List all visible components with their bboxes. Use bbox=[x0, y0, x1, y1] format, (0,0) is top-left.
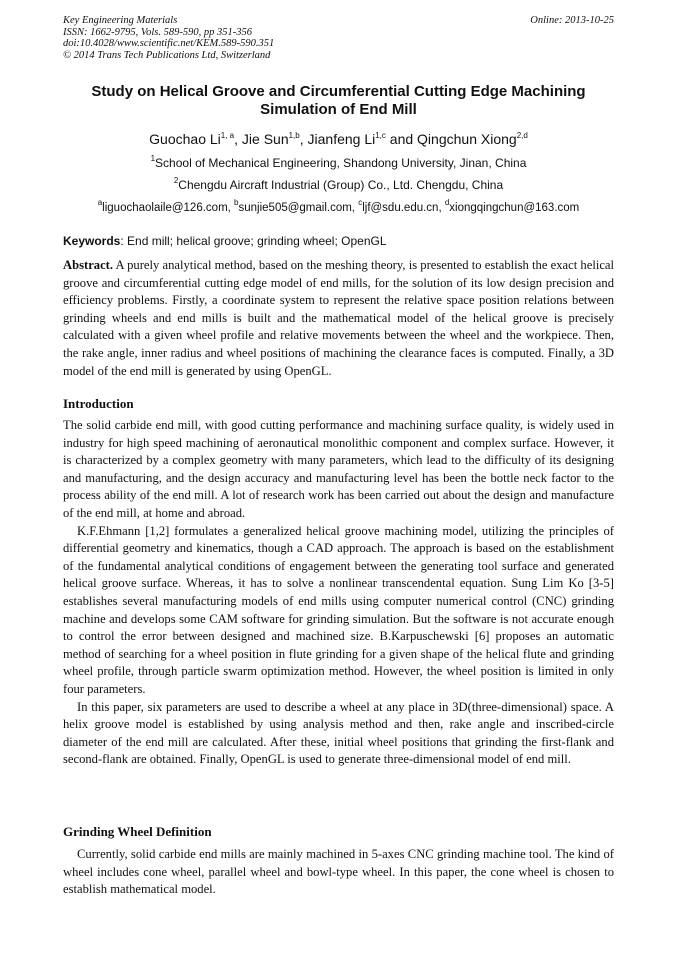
email-address: xiongqingchun@163.com bbox=[449, 202, 580, 214]
abstract-paragraph bbox=[63, 257, 614, 380]
author-separator: , bbox=[234, 131, 242, 147]
copyright-line: © 2014 Trans Tech Publications Ltd, Switzerland bbox=[63, 49, 271, 61]
intro-paragraph-1: The solid carbide end mill, with good cutting performance and machining surface quality, is widely used in industry for high speed machining of aeronautical monolithic component and complex surface. However, it is characterized by a complex geometry with many parameters, which lead to the difficulty of its designing and manufacturing, and the design accuracy and manufacturing level has been the bottle neck factor to the process ability of the end mill. A lot of research work has been carried out about the design and manufacture of the end mill, at home and abroad. bbox=[63, 418, 614, 520]
author-name: Qingchun Xiong bbox=[417, 131, 517, 147]
author-name: Jianfeng Li bbox=[307, 131, 376, 147]
keywords-line bbox=[63, 234, 387, 249]
email-sup: a bbox=[97, 198, 103, 207]
journal-header bbox=[63, 15, 274, 61]
intro-paragraph-3: In this paper, six parameters are used to describe a wheel at any place in 3D(three-dimensional) space. A helix groove model is established by using analysis method and then, rake angle and inscribed-circle diameter of the end mill are calculated. After these, initial wheel positions that grinding the first-flank and second-flank are obtained. Finally, OpenGL is used to generate three-dimensional model of end mill. bbox=[63, 699, 614, 767]
email-address: ljf@sdu.edu.cn, bbox=[362, 202, 445, 214]
author-name: Guochao Li bbox=[149, 131, 221, 147]
keywords-label: Keywords bbox=[63, 234, 121, 248]
online-date: Online: 2013-10-25 bbox=[530, 15, 614, 26]
grinding-wheel-heading: Grinding Wheel Definition bbox=[63, 824, 212, 839]
email-list bbox=[63, 198, 614, 216]
affiliation-text: Chengdu Aircraft Industrial (Group) Co., Ltd. Chengdu, China bbox=[178, 178, 504, 192]
email-sup: b bbox=[234, 198, 239, 207]
author-affil-sup: 2,d bbox=[516, 131, 528, 140]
affiliation-sup: 1 bbox=[150, 154, 156, 163]
affiliation-sup: 2 bbox=[173, 176, 179, 185]
author-affil-sup: 1, a bbox=[220, 131, 235, 140]
introduction-body bbox=[63, 417, 614, 769]
abstract-label: Abstract. bbox=[63, 258, 114, 272]
paper-title: Study on Helical Groove and Circumferential Cutting Edge Machining Simulation of End Mill bbox=[91, 83, 586, 118]
author-name: Jie Sun bbox=[241, 131, 289, 147]
keywords-text: : End mill; helical groove; grinding wheel; OpenGL bbox=[120, 234, 387, 248]
author-separator: , bbox=[299, 131, 308, 147]
affiliation-text: School of Mechanical Engineering, Shandong University, Jinan, China bbox=[155, 156, 527, 170]
abstract-text: A purely analytical method, based on the meshing theory, is presented to establish the exact helical groove and circumferential cutting edge model of end mills, for the solution of its low design precision and efficiency problems. Firstly, a coordinate system to represent the relative space position relations between grinding wheels and end mills is built and the mathematical model of the helical groove is precisely calculated with a given wheel profile and relative movements between the wheel and the workpiece. Then, the rake angle, inner radius and wheel positions of machining the clearance faces is computed. Finally, a 3D model of the end mill is generated by using OpenGL. bbox=[63, 258, 614, 378]
journal-name: Key Engineering Materials bbox=[63, 15, 178, 26]
email-address: sunjie505@gmail.com, bbox=[238, 202, 359, 214]
author-affil-sup: 1,b bbox=[288, 131, 300, 140]
email-address: liguochaolaile@126.com, bbox=[102, 202, 235, 214]
affiliation-1 bbox=[63, 155, 614, 171]
author-and: and bbox=[385, 131, 418, 147]
author-list bbox=[63, 130, 614, 148]
email-sup: c bbox=[358, 198, 363, 207]
intro-paragraph-2: K.F.Ehmann [1,2] formulates a generalized helical groove machining model, utilizing the principles of differential geometry and kinematics, though a CAD approach. The approach is based on the establishment of the fundamental analytical conditions of engagement between the generating tool surface and generated helical groove surface. Whereas, it has to solve a nonlinear transcendental equation. Sung Lim Ko [3-5] establishes several manufacturing models of end mills using computer numerical control (CNC) grinding machine and develops some CAM software for grinding simulation. But the software is not accurate enough to control the error between designed and machined size. B.Karpuschewski [6] proposes an automatic method of searching for a wheel position in flute grinding for a given shape of the helical flute and grinding wheel profile, through particle swarm optimization method. However, the wheel position is limited in only four parameters. bbox=[63, 523, 614, 696]
email-sup: d bbox=[444, 198, 450, 207]
introduction-heading: Introduction bbox=[63, 396, 134, 411]
grinding-wheel-paragraph: Currently, solid carbide end mills are mainly machined in 5-axes CNC grinding machine tool. The kind of wheel includes cone wheel, parallel wheel and bowl-type wheel. In this paper, the cone wheel is chosen to establish mathematical model. bbox=[63, 847, 614, 897]
doi-line: doi:10.4028/www.scientific.net/KEM.589-590.351 bbox=[63, 38, 275, 50]
issn-line: ISSN: 1662-9795, Vols. 589-590, pp 351-356 bbox=[63, 26, 252, 38]
affiliation-2 bbox=[63, 177, 614, 193]
author-affil-sup: 1,c bbox=[375, 131, 386, 140]
